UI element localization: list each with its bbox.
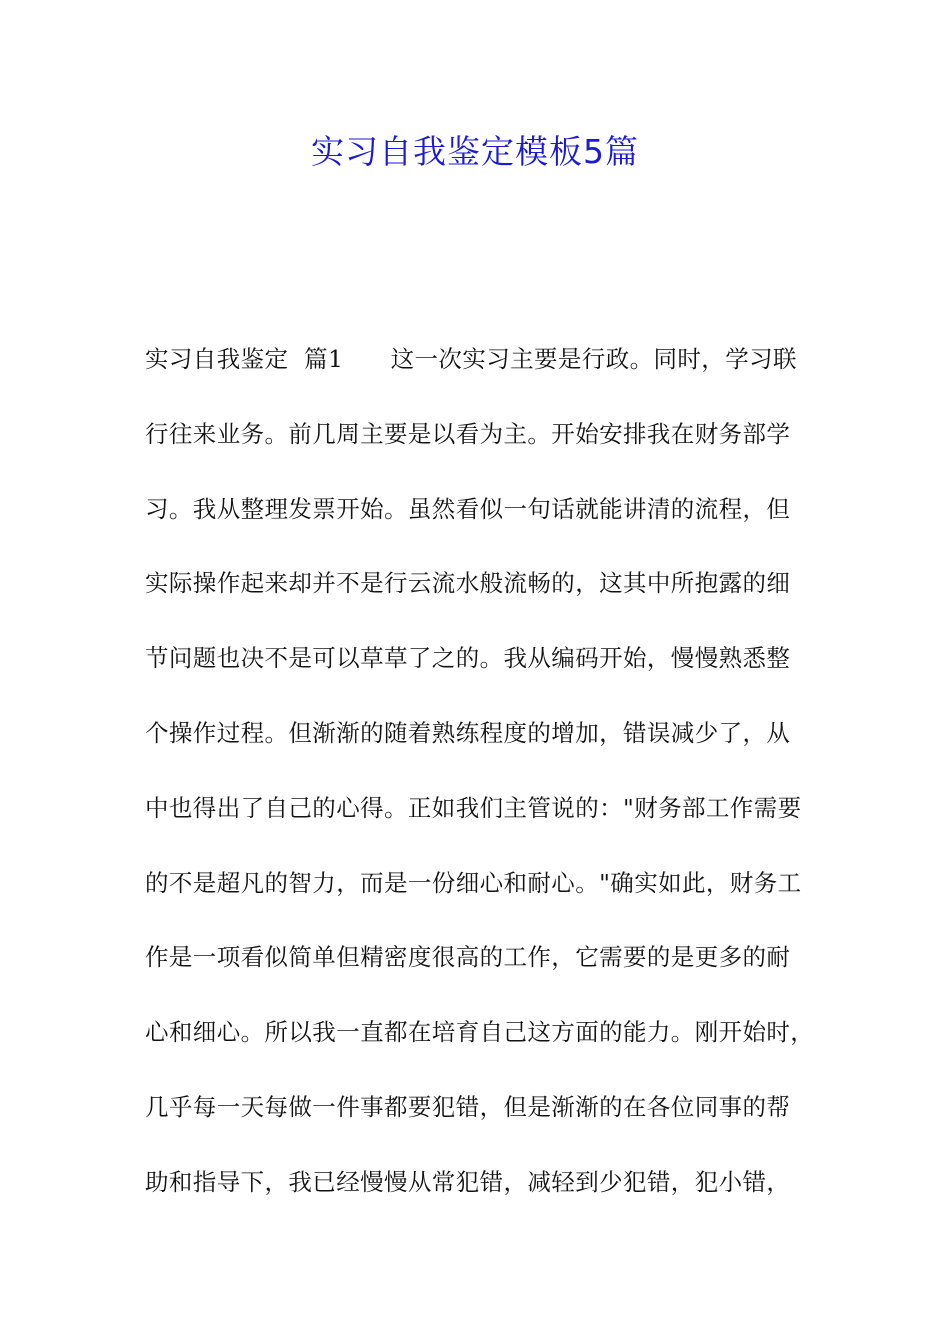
body-line-4: 实际操作起来却并不是行云流水般流畅的，这其中所抱露的细 xyxy=(145,569,791,598)
body-line-5: 节问题也决不是可以草草了之的。我从编码开始，慢慢熟悉整 xyxy=(145,644,791,673)
body-line-12: 助和指导下，我已经慢慢从常犯错，减轻到少犯错，犯小错， xyxy=(145,1167,791,1196)
body-line-2: 行往来业务。前几周主要是以看为主。开始安排我在财务部学 xyxy=(145,419,791,448)
document-title: 实习自我鉴定模板5篇 xyxy=(311,132,639,171)
document-body xyxy=(145,336,825,1234)
body-line-11: 几乎每一天每做一件事都要犯错，但是渐渐的在各位同事的帮 xyxy=(145,1092,791,1121)
body-line-10: 心和细心。所以我一直都在培育自己这方面的能力。刚开始时， xyxy=(145,1018,815,1047)
body-line-9: 作是一项看似简单但精密度很高的工作，它需要的是更多的耐 xyxy=(145,943,791,972)
body-line-6: 个操作过程。但渐渐的随着熟练程度的增加，错误减少了，从 xyxy=(145,718,791,747)
body-line-1: 实习自我鉴定 篇1 这一次实习主要是行政。同时，学习联 xyxy=(145,345,797,373)
body-line-3: 习。我从整理发票开始。虽然看似一句话就能讲清的流程，但 xyxy=(145,494,791,523)
body-line-8: 的不是超凡的智力，而是一份细心和耐心。"确实如此，财务工 xyxy=(145,868,802,897)
body-line-7: 中也得出了自己的心得。正如我们主管说的："财务部工作需要 xyxy=(145,793,802,822)
